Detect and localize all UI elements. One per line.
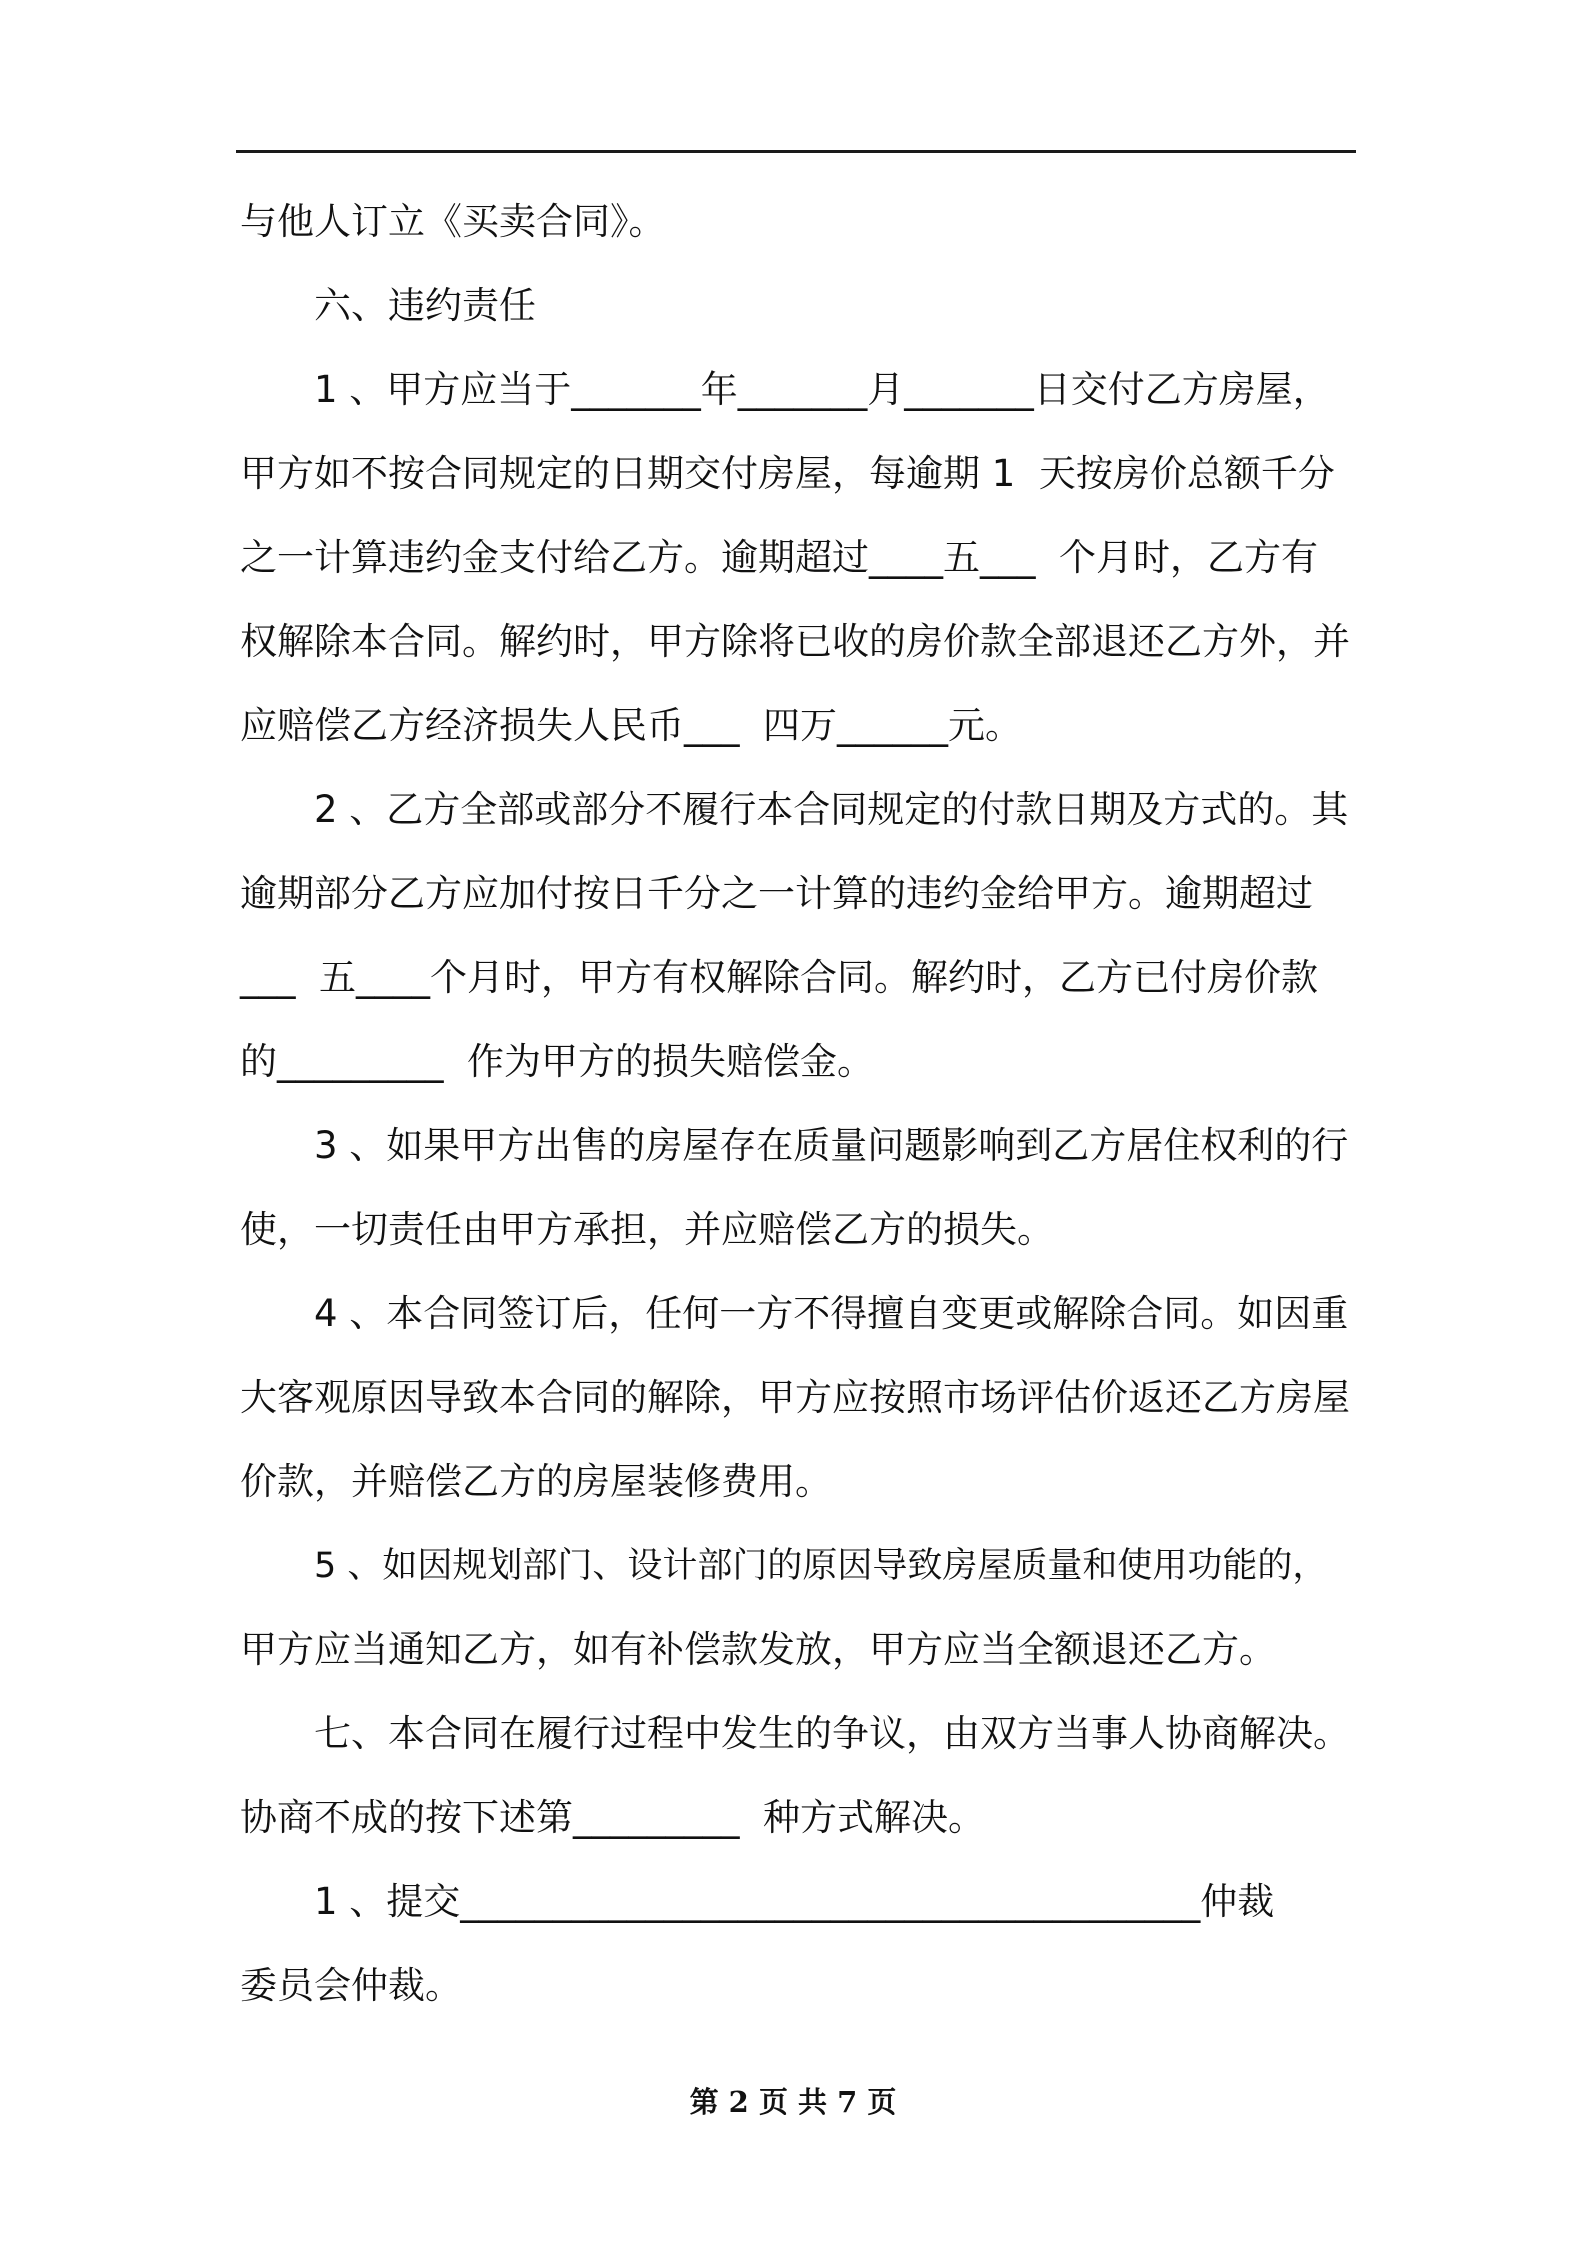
text-line: 大客观原因导致本合同的解除，甲方应按照市场评估价返还乙方房屋 <box>240 1376 1350 1419</box>
text-line: 应赔偿乙方经济损失人民币___ 四万______元。 <box>240 704 1023 747</box>
text-line: 之一计算违约金支付给乙方。逾期超过____五___ 个月时，乙方有 <box>240 536 1319 579</box>
clause-2-line: 2 、乙方全部或部分不履行本合同规定的付款日期及方式的。其 <box>314 788 1349 831</box>
text-line: 甲方如不按合同规定的日期交付房屋，每逾期 1 天按房价总额千分 <box>240 452 1335 495</box>
header-rule <box>236 150 1356 153</box>
text-line: 逾期部分乙方应加付按日千分之一计算的违约金给甲方。逾期超过 <box>240 872 1313 915</box>
clause-5-line: 5 、如因规划部门、设计部门的原因导致房屋质量和使用功能的， <box>314 1546 1328 1586</box>
section-heading-dispute-resolution: 七、本合同在履行过程中发生的争议，由双方当事人协商解决。 <box>314 1712 1350 1755</box>
clause-4-line: 4 、本合同签订后，任何一方不得擅自变更或解除合同。如因重 <box>314 1292 1349 1335</box>
text-line: 的_________ 作为甲方的损失赔偿金。 <box>240 1040 875 1083</box>
page-number: 第 2 页 共 7 页 <box>689 2085 897 2119</box>
text-line: 使，一切责任由甲方承担，并应赔偿乙方的损失。 <box>240 1208 1054 1251</box>
clause-3-line: 3 、如果甲方出售的房屋存在质量问题影响到乙方居住权利的行 <box>314 1124 1349 1167</box>
text-line: 协商不成的按下述第_________ 种方式解决。 <box>240 1796 986 1839</box>
text-line: 价款，并赔偿乙方的房屋装修费用。 <box>240 1460 832 1503</box>
text-line: 权解除本合同。解约时，甲方除将已收的房价款全部退还乙方外，并 <box>240 620 1350 663</box>
text-line: 委员会仲裁。 <box>240 1964 462 2007</box>
clause-1-line: 1 、甲方应当于_______年_______月_______日交付乙方房屋， <box>314 368 1330 411</box>
option-1-line: 1 、提交________________________________________仲裁 <box>314 1880 1275 1923</box>
text-line: ___ 五____个月时，甲方有权解除合同。解约时，乙方已付房价款 <box>240 956 1319 999</box>
section-heading-breach-liability: 六、违约责任 <box>314 284 536 327</box>
contract-body <box>240 180 1352 2028</box>
text-line: 甲方应当通知乙方，如有补偿款发放，甲方应当全额退还乙方。 <box>240 1628 1276 1671</box>
text-line: 与他人订立《买卖合同》。 <box>240 200 666 243</box>
